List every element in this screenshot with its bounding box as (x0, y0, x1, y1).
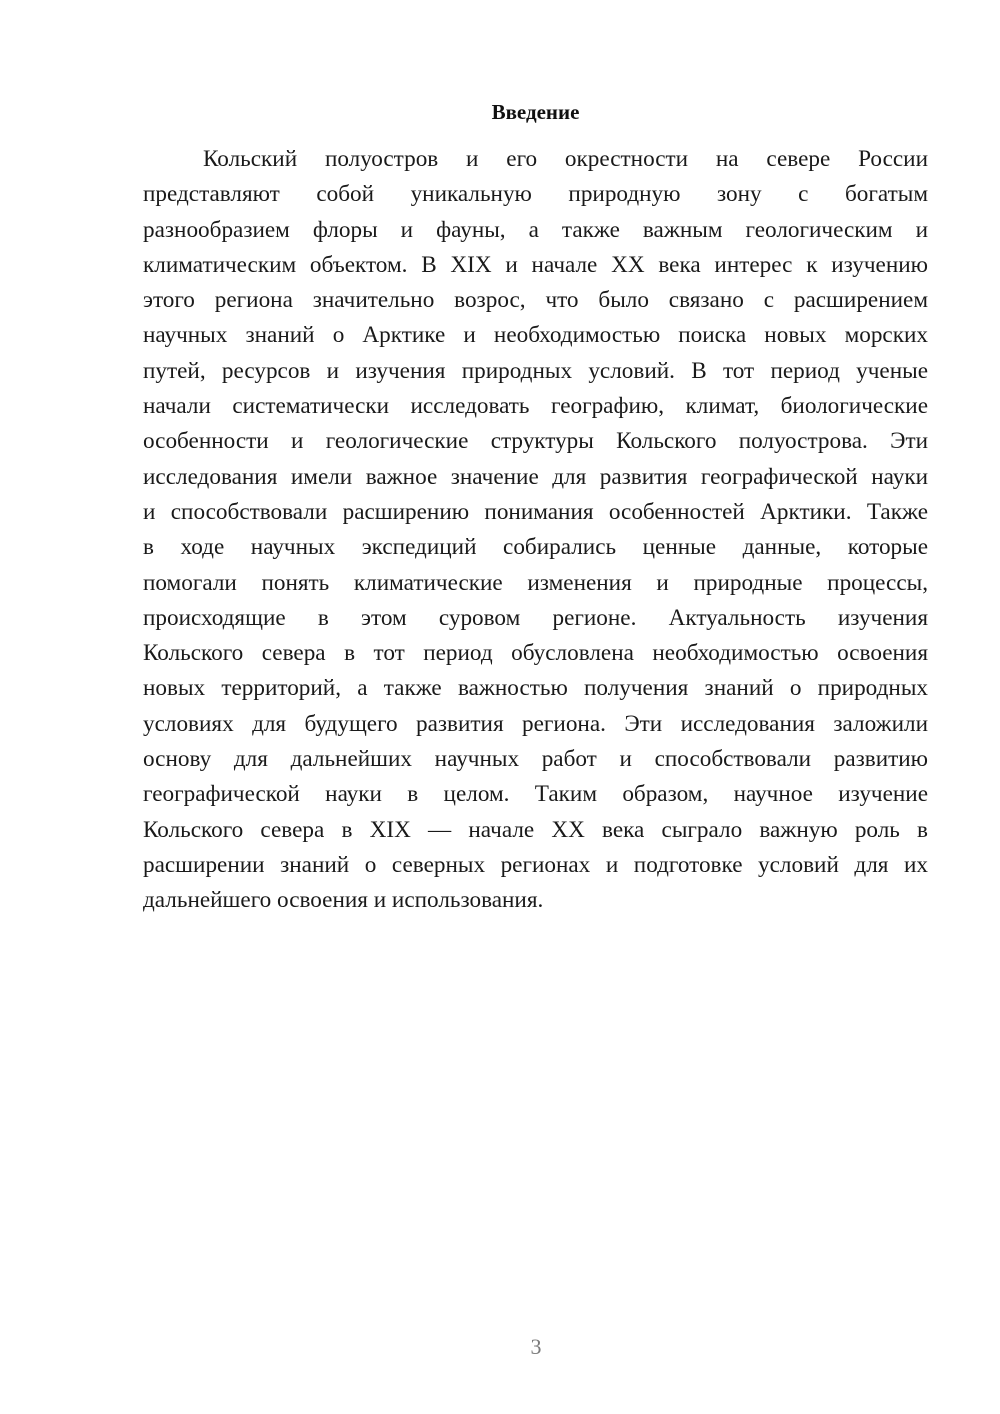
paragraph-line: Кольского севера в тот период обусловлена необходимостью освоения (143, 640, 928, 667)
paragraph-line: Кольского севера в XIX — начале XX века сыграло важную роль в (143, 816, 928, 843)
paragraph-line: представляют собой уникальную природную зону с богатым (143, 181, 928, 208)
paragraph-line: разнообразием флоры и фауны, а также важным геологическим и (143, 216, 928, 243)
paragraph-line: путей, ресурсов и изучения природных условий. В тот период ученые (143, 357, 928, 384)
page-number: 3 (530, 1334, 542, 1359)
paragraph-line: основу для дальнейших научных работ и способствовали развитию (143, 746, 928, 773)
paragraph-line: в ходе научных экспедиций собирались ценные данные, которые (143, 534, 928, 561)
paragraph-line: климатическим объектом. В XIX и начале XX века интерес к изучению (143, 251, 928, 278)
paragraph-line: начали систематически исследовать географию, климат, биологические (143, 393, 928, 420)
paragraph-line: исследования имели важное значение для развития географической науки (143, 463, 928, 490)
paragraph-line: помогали понять климатические изменения и природные процессы, (143, 569, 928, 596)
paragraph-line: этого региона значительно возрос, что было связано с расширением (143, 287, 928, 314)
paragraph-line: Кольский полуостров и его окрестности на севере России (203, 146, 928, 172)
paragraph-line: происходящие в этом суровом регионе. Актуальность изучения (143, 604, 928, 631)
body-paragraph (143, 142, 928, 919)
paragraph-line: научных знаний о Арктике и необходимостью поиска новых морских (143, 322, 928, 349)
paragraph-line: особенности и геологические структуры Кольского полуострова. Эти (143, 428, 928, 455)
paragraph-line: расширении знаний о северных регионах и подготовке условий для их (143, 851, 928, 878)
paragraph-line: дальнейшего освоения и использования. (143, 887, 544, 914)
page-title: Введение (491, 100, 580, 124)
paragraph-line: географической науки в целом. Таким образом, научное изучение (143, 781, 928, 808)
paragraph-line: и способствовали расширению понимания особенностей Арктики. Также (143, 498, 928, 525)
paragraph-line: условиях для будущего развития региона. Эти исследования заложили (143, 710, 928, 737)
paragraph-line: новых территорий, а также важностью получения знаний о природных (143, 675, 928, 702)
